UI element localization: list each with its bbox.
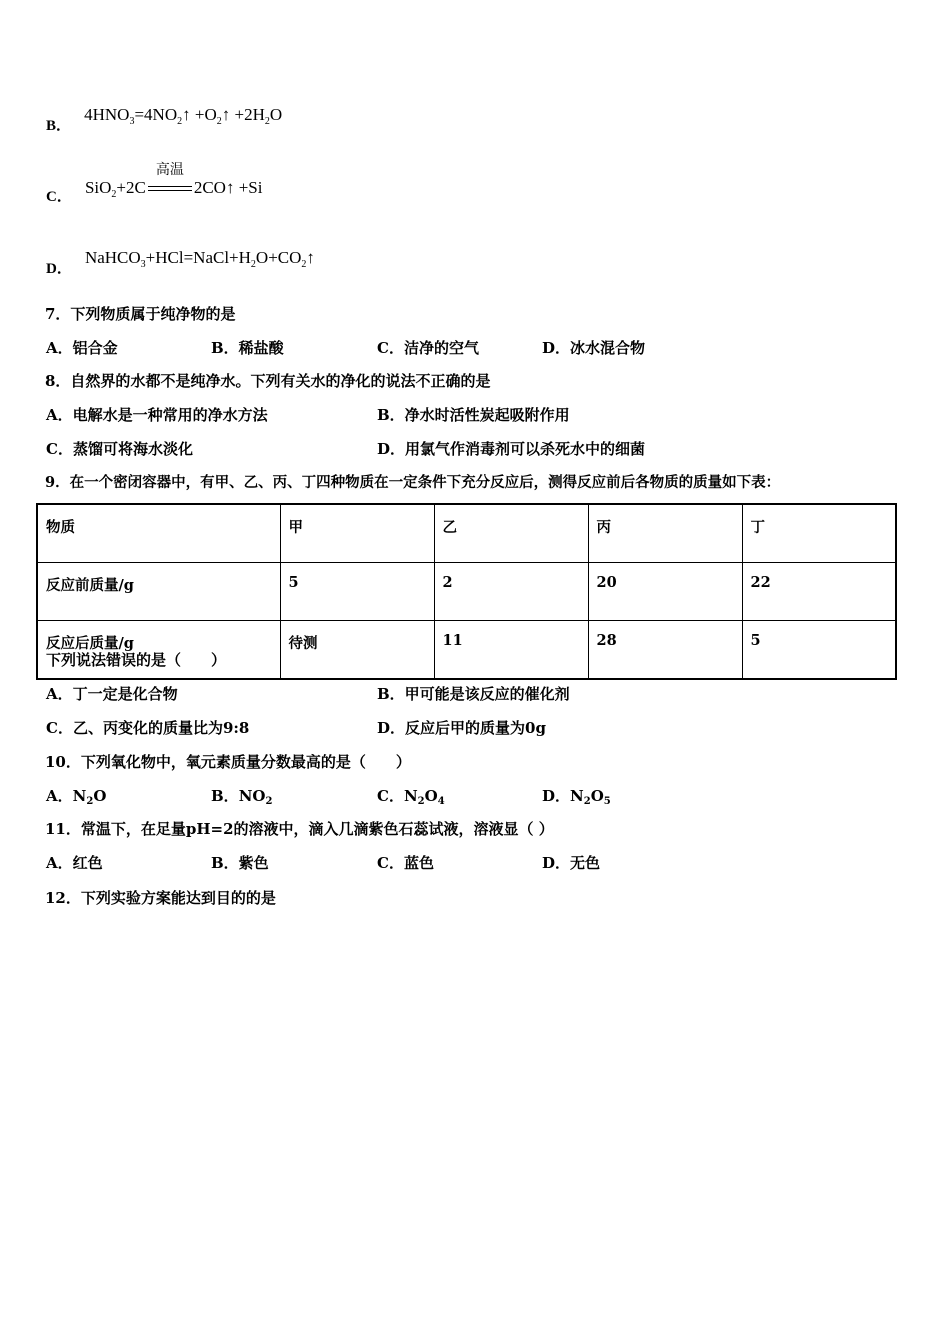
q9-option-b: B．甲可能是该反应的催化剂 xyxy=(377,685,570,703)
q7-stem: 7．下列物质属于纯净物的是 xyxy=(45,305,236,323)
q7-option-a: A．铝合金 xyxy=(46,339,118,357)
q11-option-d: D．无色 xyxy=(542,854,601,872)
q11-stem: 11．常温下，在足量pH=2的溶液中，滴入几滴紫色石蕊试液，溶液显（ ） xyxy=(45,820,554,838)
table-cell: 5 xyxy=(742,621,896,680)
table-cell: 丁 xyxy=(742,504,896,563)
q11-option-b: B．紫色 xyxy=(211,854,269,872)
q8-option-c: C．蒸馏可将海水淡化 xyxy=(46,440,193,458)
q8-option-a: A．电解水是一种常用的净水方法 xyxy=(46,406,268,424)
reaction-condition: 高温 xyxy=(146,178,194,198)
q7-option-c: C．洁净的空气 xyxy=(377,339,479,357)
q9-option-d: D．反应后甲的质量为0g xyxy=(377,719,546,737)
option-label: D． xyxy=(46,261,72,277)
q7-option-b: B．稀盐酸 xyxy=(211,339,284,357)
q10-option-d: D．$N_2O_5$ xyxy=(542,787,611,807)
q9-option-a: A．丁一定是化合物 xyxy=(46,685,178,703)
q11-option-a: A．红色 xyxy=(46,854,103,872)
option-label: C． xyxy=(46,189,72,205)
table-cell: 乙 xyxy=(434,504,588,563)
table-cell: 20 xyxy=(588,563,742,621)
q9-stem: 9．在一个密闭容器中，有甲、乙、丙、丁四种物质在一定条件下充分反应后，测得反应前后各物质的质量如下表： xyxy=(45,474,781,491)
table-row xyxy=(37,563,896,621)
q12-stem: 12．下列实验方案能达到目的的是 xyxy=(45,889,276,907)
q6-option-d xyxy=(46,247,315,277)
table-cell: 28 xyxy=(588,621,742,680)
table-cell: 待测 xyxy=(280,621,434,680)
q9-followup: 下列说法错误的是（ ） xyxy=(46,651,227,669)
q8-option-d: D．用氯气作消毒剂可以杀死水中的细菌 xyxy=(377,440,646,458)
table-cell: 甲 xyxy=(280,504,434,563)
equation-d: $NaHCO_3+HCl=NaCl+H_2O+CO_2↑$ xyxy=(84,248,315,270)
table-cell: 2 xyxy=(434,563,588,621)
q8-stem: 8．自然界的水都不是纯净水。下列有关水的净化的说法不正确的是 xyxy=(45,372,491,390)
q9-option-c: C．乙、丙变化的质量比为9:8 xyxy=(46,719,250,737)
equation-b: $4HNO_3=4NO_2↑$ $+O_2↑ +2H_2O$ xyxy=(84,105,283,127)
q11-option-c: C．蓝色 xyxy=(377,854,434,872)
table-cell: 反应前质量/g xyxy=(37,563,280,621)
q6-option-c xyxy=(46,163,263,205)
q8-option-b: B．净水时活性炭起吸附作用 xyxy=(377,406,570,424)
option-label: B． xyxy=(46,118,72,134)
q7-option-d: D．冰水混合物 xyxy=(542,339,646,357)
table-cell: 11 xyxy=(434,621,588,680)
table-cell: 物质 xyxy=(37,504,280,563)
q10-option-a: A．$N_2O$ xyxy=(46,787,107,807)
q10-option-b: B．$NO_2$ xyxy=(211,787,273,807)
q6-option-b xyxy=(46,104,283,134)
table-cell: 5 xyxy=(280,563,434,621)
q10-option-c: C．$N_2O_4$ xyxy=(377,787,445,807)
table-header-row xyxy=(37,504,896,563)
equation-c: SiO$_2$+2C 高温 2CO↑ +Si xyxy=(84,163,263,200)
table-cell: 丙 xyxy=(588,504,742,563)
table-cell: 反应后质量/g xyxy=(37,621,280,680)
table-cell: 22 xyxy=(742,563,896,621)
q10-stem: 10．下列氧化物中，氧元素质量分数最高的是（ ） xyxy=(45,753,411,771)
